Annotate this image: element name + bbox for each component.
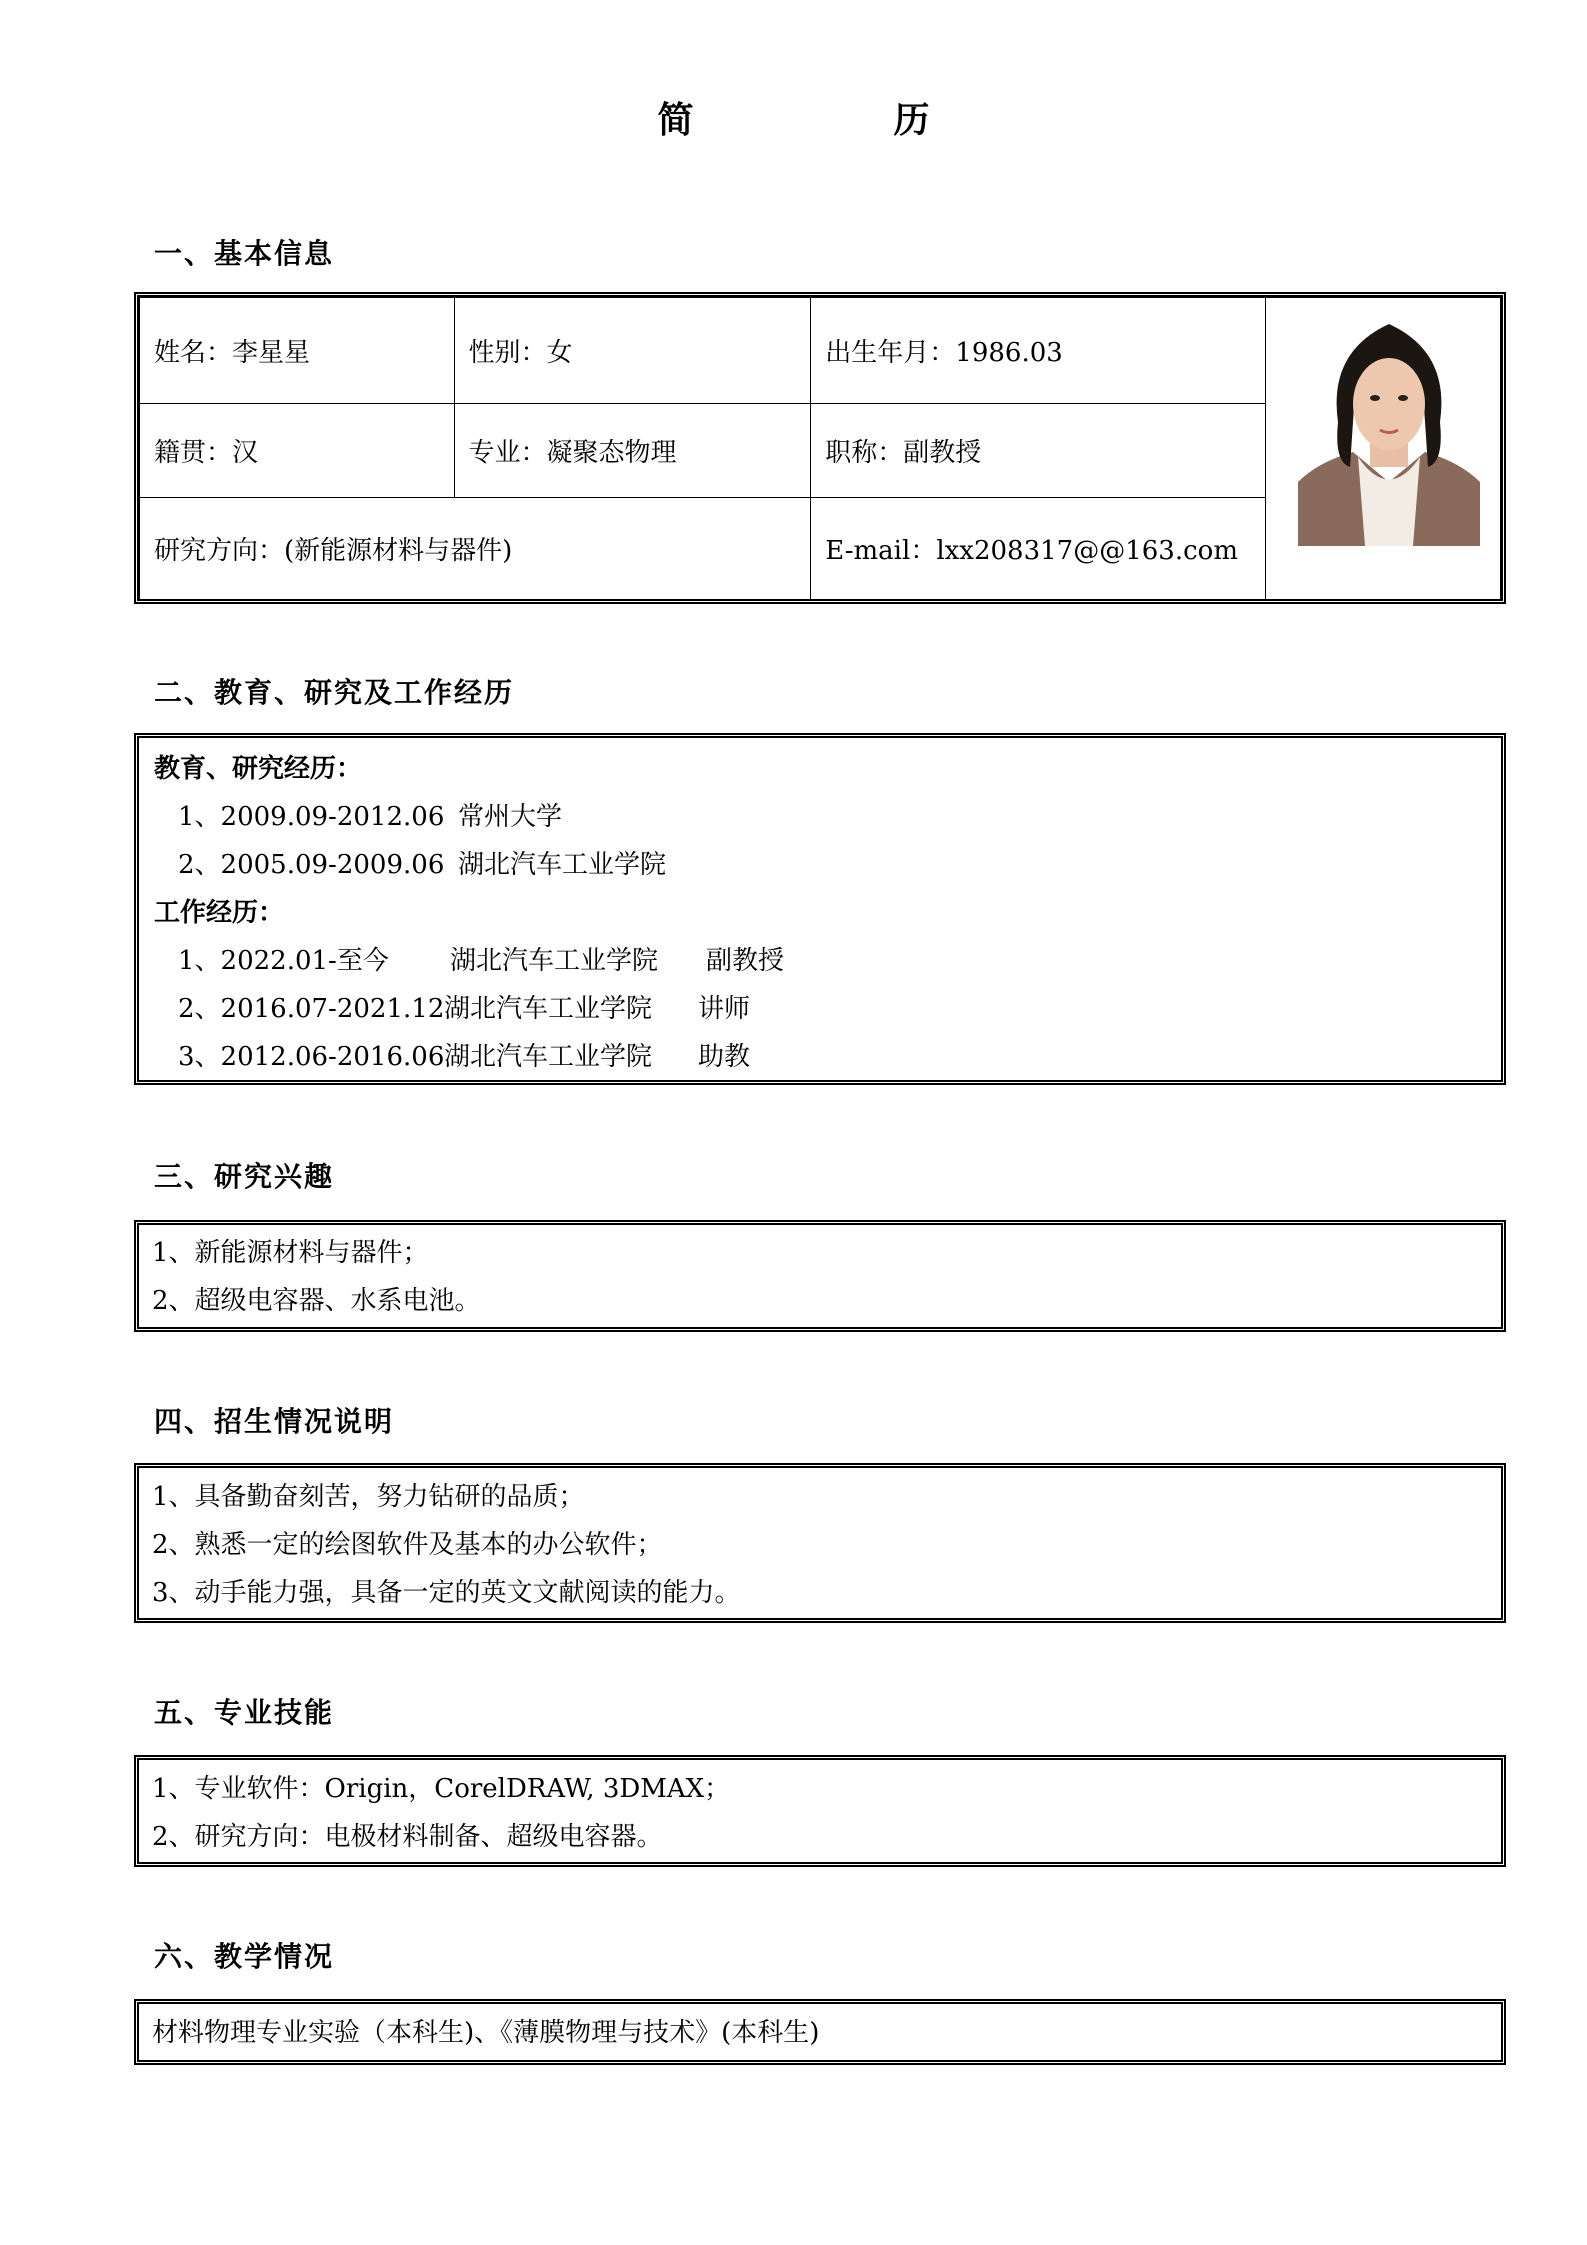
research-cell: 研究方向：(新能源材料与器件) [140,498,811,600]
gender-cell: 性别：女 [454,298,811,404]
work-heading: 工作经历： [154,898,285,928]
recruit-item-1: 1、具备勤奋刻苦，努力钻研的品质； [152,1482,585,1512]
interest-item-1: 1、新能源材料与器件； [152,1238,429,1268]
work-item-1-role: 副教授 [706,946,785,976]
section-heading-recruitment: 四、招生情况说明 [154,1405,395,1438]
recruit-item-3: 3、动手能力强，具备一定的英文文献阅读的能力。 [152,1578,741,1608]
edu-item-2-date: 2、2005.09-2009.06 [178,850,445,880]
education-heading: 教育、研究经历： [154,754,363,784]
title-char-2: 历 [893,99,930,141]
teaching-item-1: 材料物理专业实验（本科生)、《薄膜物理与技术》(本科生) [152,2018,820,2048]
skill-item-2: 2、研究方向：电极材料制备、超级电容器。 [152,1822,663,1852]
page-title [0,92,1587,143]
portrait-photo [1298,312,1480,546]
work-item-2-role: 讲师 [698,994,751,1024]
interest-item-2: 2、超级电容器、水系电池。 [152,1286,481,1316]
name-cell: 姓名：李星星 [140,298,455,404]
work-item-1-place: 湖北汽车工业学院 [450,946,659,976]
recruit-item-2: 2、熟悉一定的绘图软件及基本的办公软件； [152,1530,663,1560]
section-heading-teaching: 六、教学情况 [154,1940,335,1973]
major-cell: 专业：凝聚态物理 [454,404,811,498]
section-heading-skills: 五、专业技能 [154,1696,335,1729]
experience-box [134,733,1506,1085]
skill-item-1: 1、专业软件：Origin，CorelDRAW, 3DMAX； [152,1774,731,1804]
email-cell: E-mail：lxx208317@@163.com [811,498,1266,600]
basic-info-table [139,297,1501,600]
edu-item-1-date: 1、2009.09-2012.06 [178,802,445,832]
edu-item-1-place: 常州大学 [458,802,563,832]
work-item-3-role: 助教 [698,1042,751,1072]
title-cell: 职称：副教授 [811,404,1266,498]
work-item-2-place: 湖北汽车工业学院 [444,994,653,1024]
section-heading-experience: 二、教育、研究及工作经历 [154,676,515,709]
work-item-2-date: 2、2016.07-2021.12 [178,994,445,1024]
title-char-1: 简 [657,99,694,141]
origin-cell: 籍贯：汉 [140,404,455,498]
work-item-3-date: 3、2012.06-2016.06 [178,1042,445,1072]
birth-cell: 出生年月：1986.03 [811,298,1266,404]
section-heading-basic-info: 一、基本信息 [154,237,335,270]
work-item-1-date: 1、2022.01-至今 [178,946,389,976]
section-heading-interests: 三、研究兴趣 [154,1160,335,1193]
edu-item-2-place: 湖北汽车工业学院 [458,850,667,880]
work-item-3-place: 湖北汽车工业学院 [444,1042,653,1072]
